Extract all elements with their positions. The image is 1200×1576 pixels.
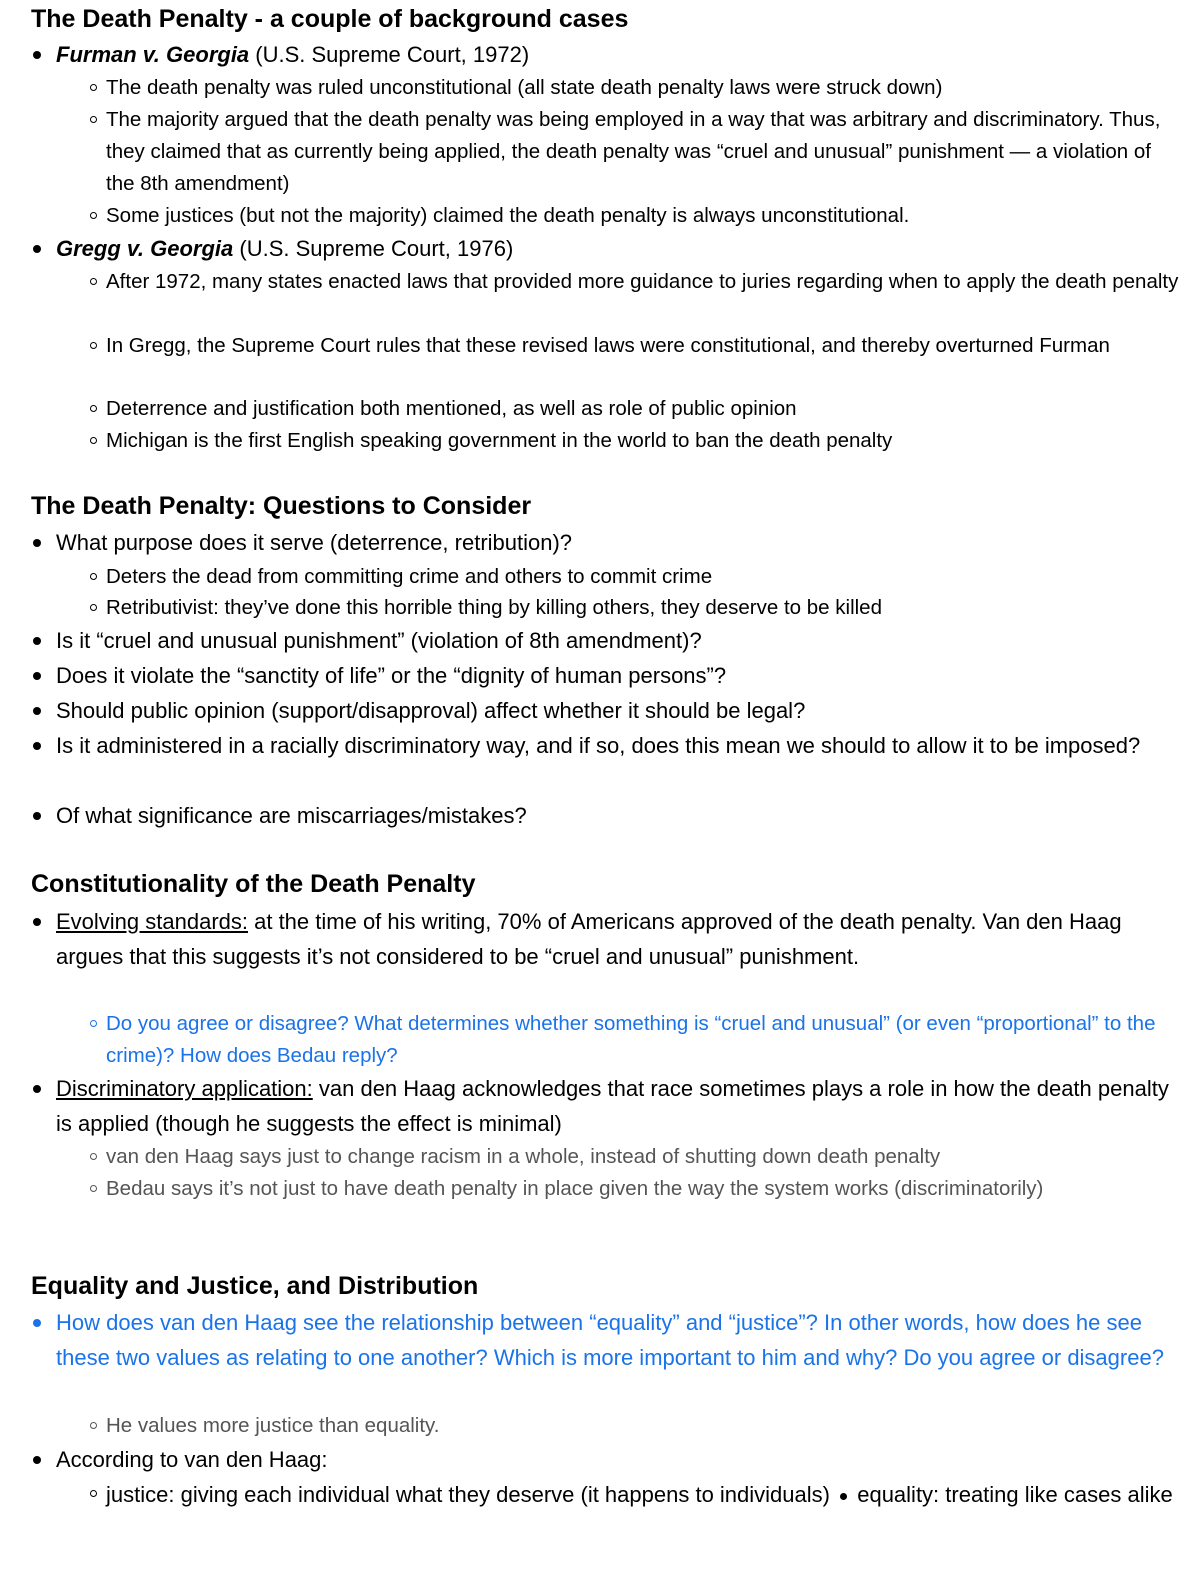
sub-bullet: Some justices (but not the majority) claimed the death penalty is always unconstitutional.: [106, 200, 1181, 232]
bullet-according: According to van den Haag:: [56, 1442, 1171, 1477]
equality-definition: equality: treating like cases alike: [851, 1482, 1173, 1507]
heading-background-cases: The Death Penalty - a couple of background cases: [31, 5, 629, 33]
question-item: Is it “cruel and unusual punishment” (violation of 8th amendment)?: [56, 623, 1171, 658]
question-item: Should public opinion (support/disapproval) affect whether it should be legal?: [56, 693, 1171, 728]
question-item: What purpose does it serve (deterrence, retribution)?: [56, 525, 1171, 560]
question-item: Does it violate the “sanctity of life” or the “dignity of human persons”?: [56, 658, 1171, 693]
bullet-dot-icon: [840, 1493, 847, 1500]
bullet-furman: [56, 37, 1171, 72]
sub-bullet-question: Do you agree or disagree? What determines whether something is “cruel and unusual” (or even “proportional” to the crime)? How does Bedau reply?: [106, 1008, 1181, 1072]
heading-equality-justice: Equality and Justice, and Distribution: [31, 1272, 479, 1300]
sub-bullet: After 1972, many states enacted laws that provided more guidance to juries regarding when to apply the death penalty: [106, 266, 1181, 298]
bullet-gregg: [56, 231, 1171, 266]
heading-questions: The Death Penalty: Questions to Consider: [31, 492, 532, 520]
bullet-discriminatory-application: [56, 1071, 1171, 1141]
question-item: Of what significance are miscarriages/mistakes?: [56, 798, 1171, 833]
bullet-evolving-standards: [56, 904, 1171, 974]
sub-bullet: The majority argued that the death penalty was being employed in a way that was arbitrary and discriminatory. Thus, they claimed that as currently being applied, the death penalty was “cruel and unusual” punishment — a violation of the 8th amendment): [106, 104, 1181, 200]
sub-bullet: Michigan is the first English speaking government in the world to ban the death penalty: [106, 425, 1181, 457]
justice-definition: justice: giving each individual what they deserve (it happens to individuals): [106, 1482, 830, 1507]
case-name-gregg: Gregg v. Georgia: [56, 236, 234, 261]
sub-bullet: The death penalty was ruled unconstitutional (all state death penalty laws were struck down): [106, 72, 1181, 104]
sub-bullet: Bedau says it’s not just to have death penalty in place given the way the system works (discriminatorily): [106, 1173, 1181, 1205]
sub-bullet: Retributivist: they’ve done this horrible thing by killing others, they deserve to be killed: [106, 592, 1181, 624]
court-furman: (U.S. Supreme Court, 1972): [249, 42, 530, 67]
discriminatory-application-text: van den Haag acknowledges that race sometimes plays a role in how the death penalty is applied (though he suggests the effect is minimal): [56, 1076, 1169, 1136]
bullet-equality-question: How does van den Haag see the relationship between “equality” and “justice”? In other words, how does he see these two values as relating to one another? Which is more important to him and why? Do you agree or disagree?: [56, 1305, 1171, 1375]
label-discriminatory-application: Discriminatory application:: [56, 1076, 313, 1101]
sub-bullet: Deterrence and justification both mentioned, as well as role of public opinion: [106, 393, 1181, 425]
sub-bullet: He values more justice than equality.: [106, 1410, 1181, 1442]
label-evolving-standards: Evolving standards:: [56, 909, 248, 934]
question-item: Is it administered in a racially discriminatory way, and if so, does this mean we should to allow it to be imposed?: [56, 728, 1171, 763]
heading-constitutionality: Constitutionality of the Death Penalty: [31, 870, 476, 898]
sub-bullet: In Gregg, the Supreme Court rules that these revised laws were constitutional, and thereby overturned Furman: [106, 330, 1181, 362]
case-name-furman: Furman v. Georgia: [56, 42, 250, 67]
evolving-standards-text: at the time of his writing, 70% of Americans approved of the death penalty. Van den Haag argues that this suggests it’s not considered to be “cruel and unusual” punishment.: [56, 909, 1122, 969]
sub-bullet: van den Haag says just to change racism in a whole, instead of shutting down death penalty: [106, 1141, 1181, 1173]
sub-bullet-definitions: [106, 1478, 1181, 1512]
sub-bullet: Deters the dead from committing crime and others to commit crime: [106, 561, 1181, 593]
court-gregg: (U.S. Supreme Court, 1976): [233, 236, 514, 261]
